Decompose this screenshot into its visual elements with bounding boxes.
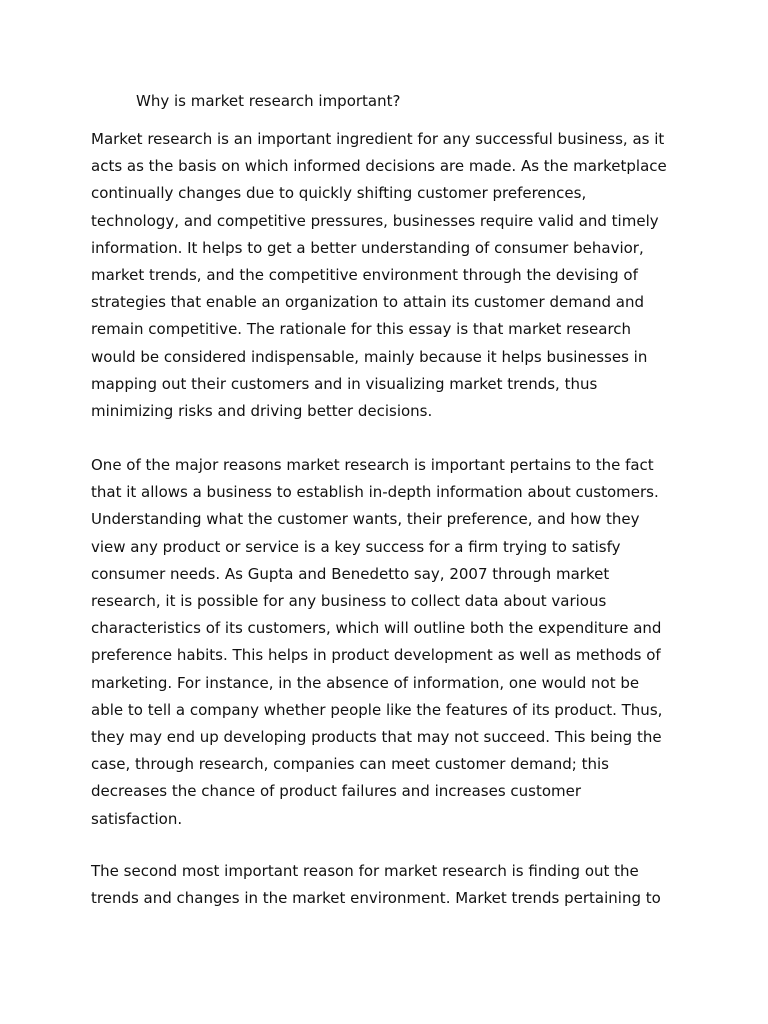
text-line: they may end up developing products that may not succeed. This being the [91, 728, 662, 747]
text-line: marketing. For instance, in the absence of information, one would not be [91, 673, 640, 692]
text-line: One of the major reasons market research is important pertains to the fact [91, 456, 654, 474]
text-line: able to tell a company whether people like the features of its product. Thus, [91, 700, 663, 719]
text-line: mapping out their customers and in visualizing market trends, thus [91, 374, 598, 393]
paragraph [91, 126, 667, 425]
text-line: market trends, and the competitive environment through the devising of [91, 266, 638, 285]
text-line: view any product or service is a key success for a firm trying to satisfy [91, 537, 621, 556]
text-line: The second most important reason for market research is finding out the [91, 862, 639, 880]
text-line: Understanding what the customer wants, their preference, and how they [91, 510, 640, 529]
text-line: consumer needs. As Gupta and Benedetto say, 2007 through market [91, 564, 610, 583]
paragraph [91, 452, 662, 833]
text-line: acts as the basis on which informed decisions are made. As the marketplace [91, 157, 667, 176]
text-line: research, it is possible for any business to collect data about various [91, 592, 607, 611]
text-line: that it allows a business to establish in-depth information about customers. [91, 483, 659, 502]
text-line: Market research is an important ingredient for any successful business, as it [91, 130, 665, 148]
text-line: case, through research, companies can meet customer demand; this [91, 755, 609, 774]
text-line: information. It helps to get a better understanding of consumer behavior, [91, 238, 644, 257]
text-line: characteristics of its customers, which will outline both the expenditure and [91, 619, 662, 638]
text-line: strategies that enable an organization to attain its customer demand and [91, 293, 645, 312]
text-line: preference habits. This helps in product development as well as methods of [91, 646, 661, 665]
text-line: satisfaction. [91, 809, 183, 828]
text-line: continually changes due to quickly shifting customer preferences, [91, 184, 587, 203]
text-line: trends and changes in the market environment. Market trends pertaining to [91, 889, 661, 908]
paragraph [91, 858, 661, 912]
text-line: would be considered indispensable, mainly because it helps businesses in [91, 347, 648, 366]
text-line: minimizing risks and driving better decisions. [91, 402, 433, 421]
text-line: decreases the chance of product failures and increases customer [91, 782, 582, 801]
text-line: technology, and competitive pressures, businesses require valid and timely [91, 211, 659, 230]
document-title: Why is market research important? [136, 92, 401, 110]
text-line: remain competitive. The rationale for this essay is that market research [91, 320, 632, 339]
